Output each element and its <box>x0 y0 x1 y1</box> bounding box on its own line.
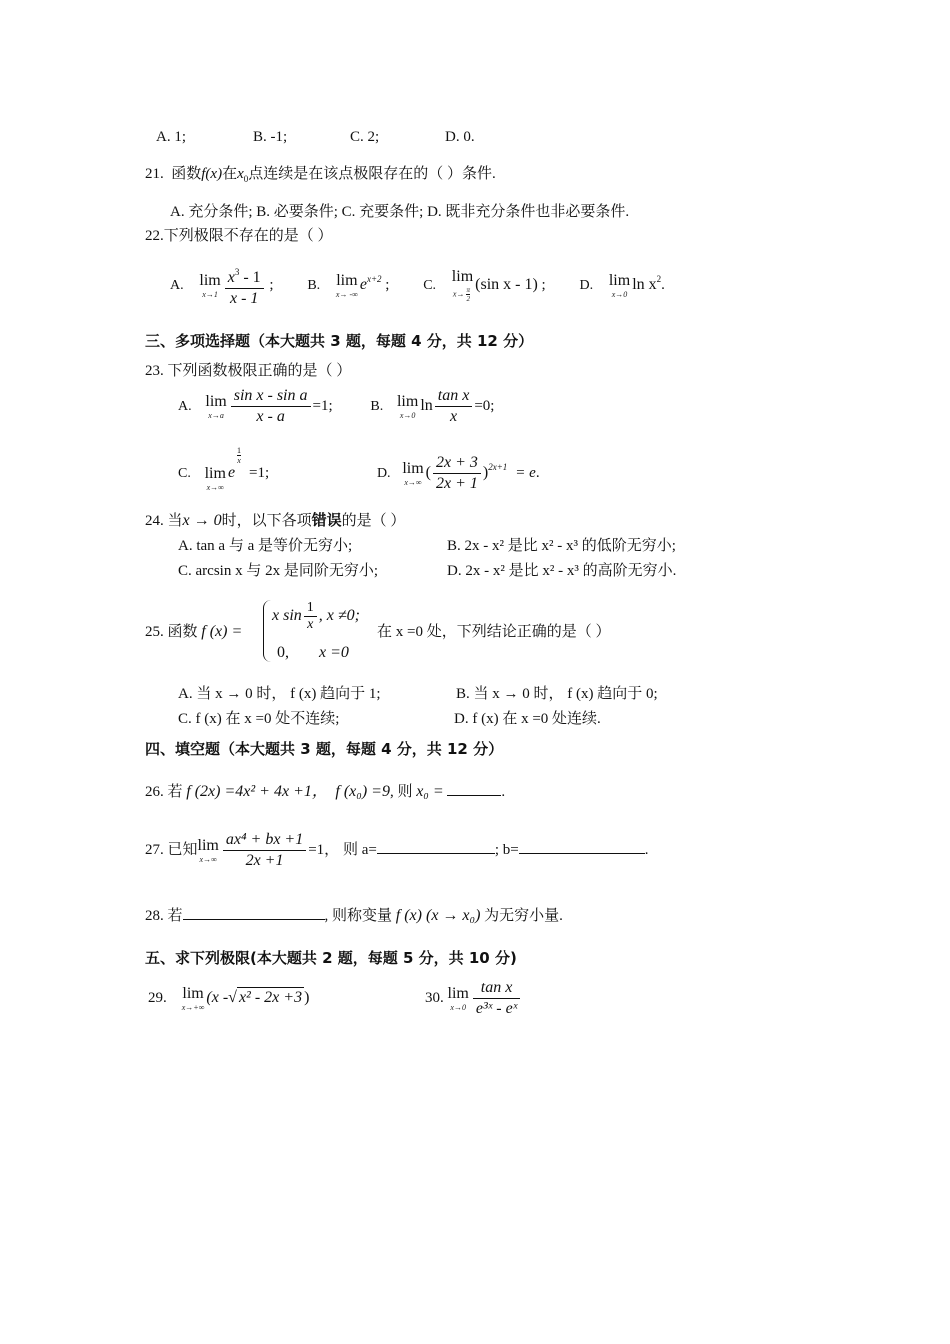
q25-option-c: C. f (x) 在 x =0 处不连续; <box>178 711 340 727</box>
q25-stem-pre: 25. 函数 f (x) = <box>145 623 243 640</box>
q22-options: A. lim x→1 $\frac{x^3 - 1}{x - 1}$ ; B. lim x→ -∞ $e^{x+2}$ ; C. lim x→ $\frac{\pi}{2}$ (sin x - 1) ; D. lim x→0 $\ln x^2$. <box>170 262 665 308</box>
q28: 28. 若 , 则称变量 f (x) (x → x₀) 为无穷小量. <box>145 907 563 924</box>
q25-option-a: A. 当 x → 0 时， f (x) 趋向于 1; <box>178 686 381 702</box>
q26: 26. 若 f (2x) =4x² + 4x +1， f (x₀) =9, 则 x₀ = . <box>145 783 506 800</box>
q25-stem-post: 在 x =0 处，下列结论正确的是（ ） <box>377 624 611 640</box>
q23-row-ab: A. lim x→a $\frac{\text{sin x - sin a}}{x - a}$ =1; B. lim x→0 ln $\frac{\text{tan x}}{x}$ =0; <box>178 387 495 425</box>
q27-answer-a-blank[interactable] <box>377 839 495 854</box>
q26-answer-blank[interactable] <box>447 781 501 796</box>
q25-option-b: B. 当 x → 0 时， f (x) 趋向于 0; <box>456 686 658 702</box>
q20-option-a: A. 1; <box>156 129 186 145</box>
q21-options: A. 充分条件; B. 必要条件; C. 充要条件; D. 既非充分条件也非必要条件. <box>170 204 630 220</box>
q30: 30. lim x→0 $\frac{\text{tan x}}{\text{e³ˣ - eˣ}}$ <box>425 978 522 1026</box>
q24-option-b: B. 2x - x² 是比 x² - x³ 的低阶无穷小; <box>447 538 676 554</box>
q29: 29. lim x→+∞ (x -√ x² - 2x +3 ) <box>148 985 310 1012</box>
q23-stem: 23. 下列函数极限正确的是（ ） <box>145 363 352 379</box>
q20-option-c: C. 2; <box>350 129 380 145</box>
q25-case-1: x sin $\frac{1}{x}$ , x ≠0; <box>272 600 360 632</box>
q23-row-cd: C. lim x→∞ e $\frac{1}{x}$ =1; D. lim x→∞ ( $\frac{2x + 3}{2x + 1}$ )$^{2x+1}$ = e. <box>178 446 540 493</box>
q25-case-2: 0, x =0 <box>277 644 349 661</box>
section-3-heading: 三、多项选择题（本大题共 3 题，每题 4 分，共 12 分） <box>145 332 534 350</box>
q24-stem: 24. 当x → 0时，以下各项错误的是（ ） <box>145 511 406 529</box>
q24-option-d: D. 2x - x² 是比 x² - x³ 的高阶无穷小. <box>447 563 677 579</box>
q28-answer-blank[interactable] <box>183 905 325 920</box>
q25-option-d: D. f (x) 在 x =0 处连续. <box>454 711 601 727</box>
q27-answer-b-blank[interactable] <box>519 839 645 854</box>
section-4-heading: 四、填空题（本大题共 3 题，每题 4 分，共 12 分） <box>145 740 504 758</box>
section-5-heading: 五、求下列极限(本大题共 2 题，每题 5 分，共 10 分) <box>145 949 517 967</box>
q22-stem: 22.下列极限不存在的是（ ） <box>145 228 333 244</box>
q21-stem: 21. 函数f(x)在$x_0$点连续是在该点极限存在的（ ）条件. <box>145 166 496 184</box>
q24-option-c: C. arcsin x 与 2x 是同阶无穷小; <box>178 563 378 579</box>
q20-option-d: D. 0. <box>445 129 475 145</box>
q24-option-a: A. tan a 与 a 是等价无穷小; <box>178 538 353 554</box>
q20-option-b: B. -1; <box>253 129 288 145</box>
q27: 27. 已知 lim x→∞ $\frac{\text{ax⁴ + bx +1}}{2x +1}$ =1， 则 a= ; b= . <box>145 831 649 869</box>
